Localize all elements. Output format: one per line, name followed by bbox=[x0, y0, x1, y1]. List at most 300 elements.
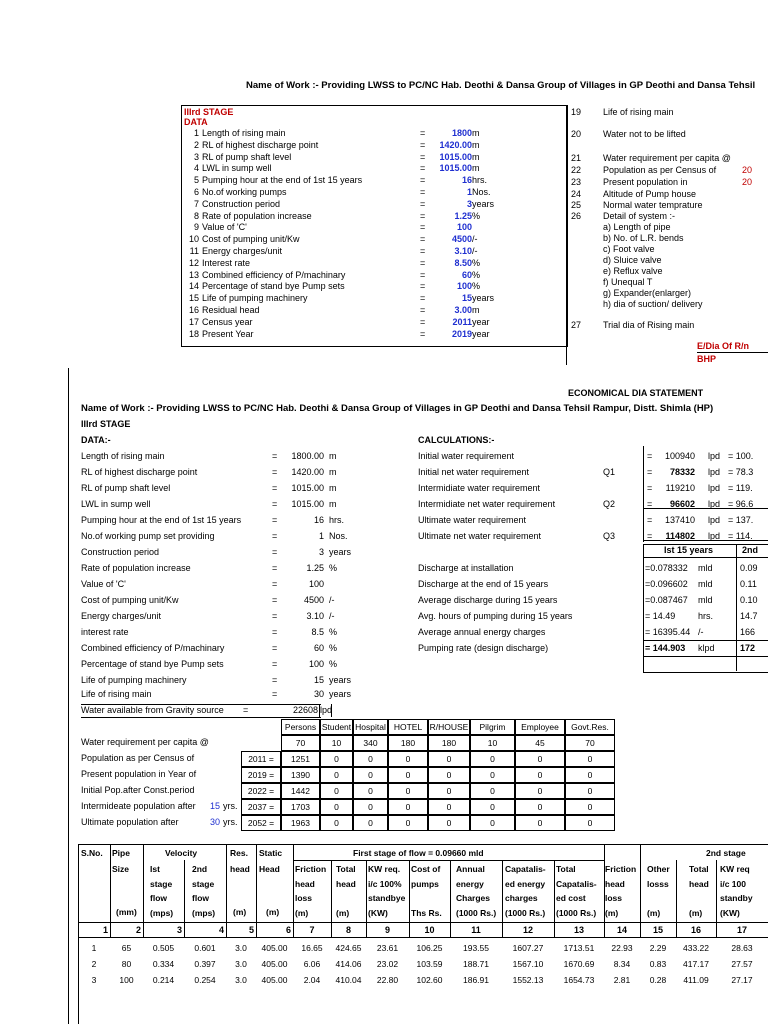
calc-row-label: Ultimate net water requirement bbox=[418, 531, 542, 541]
row-label: Length of rising main bbox=[202, 128, 286, 138]
pop-value: 0 bbox=[470, 751, 515, 767]
calc-row-label: Initial water requirement bbox=[418, 451, 515, 461]
col-header: Static bbox=[259, 848, 283, 858]
calc-row-converted: = 100. bbox=[728, 451, 754, 461]
discharge-row-unit: mld bbox=[698, 579, 713, 589]
row-label: Water not to be lifted bbox=[603, 129, 686, 139]
pop-header: R/HOUSE bbox=[428, 719, 470, 735]
pop-years: 30 bbox=[209, 817, 220, 827]
data-row-value: 1015.00 bbox=[291, 499, 324, 509]
col-number: 16 bbox=[690, 925, 701, 935]
equals-sign: = bbox=[420, 128, 426, 138]
col-header: (mps) bbox=[150, 907, 174, 918]
table-cell: 1567.10 bbox=[512, 959, 544, 969]
row-unit: /- bbox=[472, 246, 478, 256]
row-label: f) Unequal T bbox=[603, 277, 653, 287]
col-header: flow bbox=[150, 893, 167, 903]
data-row-label: Cost of pumping unit/Kw bbox=[81, 595, 179, 605]
data-row-value: 15 bbox=[313, 675, 324, 685]
table-cell: 2 bbox=[91, 959, 97, 969]
equals-sign: = bbox=[647, 451, 653, 461]
data-row-unit: % bbox=[329, 563, 338, 573]
pop-value: 1963 bbox=[281, 815, 320, 831]
discharge-row-unit: mld bbox=[698, 595, 713, 605]
row-unit: m bbox=[472, 151, 480, 162]
col-header: KW req bbox=[720, 864, 750, 874]
col-header: Size bbox=[112, 864, 130, 874]
pop-value: 70 bbox=[565, 735, 615, 751]
col-header: charges bbox=[505, 893, 538, 903]
table-cell: 405.00 bbox=[261, 943, 288, 953]
page1-footer-bhp: BHP bbox=[697, 354, 717, 364]
first-15-years-header: Ist 15 years bbox=[664, 545, 714, 555]
table-cell: 1607.27 bbox=[512, 943, 544, 953]
calc-q-label: Q1 bbox=[603, 467, 616, 477]
table-cell: 0.505 bbox=[152, 943, 175, 953]
pop-row-label: Population as per Census of bbox=[81, 753, 195, 763]
equals-sign: = bbox=[272, 515, 278, 525]
data-row-unit: /- bbox=[329, 611, 335, 621]
row-number: 16 bbox=[188, 305, 199, 315]
col-header: (m) bbox=[295, 907, 309, 918]
row-unit: % bbox=[472, 210, 481, 221]
equals-sign: = bbox=[420, 151, 426, 162]
pop-year: 2022 = bbox=[241, 783, 281, 799]
col-number: 10 bbox=[424, 925, 435, 935]
col-header: Total bbox=[336, 864, 356, 874]
data-row-label: Energy charges/unit bbox=[81, 611, 162, 621]
pop-value: 0 bbox=[428, 799, 470, 815]
col-header: stage bbox=[150, 878, 173, 889]
table-cell: 2.81 bbox=[613, 975, 631, 985]
table-cell: 100 bbox=[119, 975, 134, 985]
discharge-row-second: 0.09 bbox=[740, 563, 758, 573]
data-row-unit: m bbox=[329, 499, 337, 509]
row-label: Value of 'C' bbox=[202, 222, 247, 233]
row-number: 11 bbox=[189, 246, 199, 256]
calc-row-unit: lpd bbox=[708, 515, 721, 525]
col-header: head bbox=[295, 878, 315, 889]
row-unit: m bbox=[472, 139, 480, 150]
first-stage-header: First stage of flow = 0.09660 mld bbox=[353, 848, 484, 858]
table-cell: 1 bbox=[91, 943, 97, 953]
equals-sign: = bbox=[420, 175, 426, 186]
col-header: (1000 Rs.) bbox=[556, 907, 597, 918]
row-value: 1800 bbox=[451, 128, 472, 138]
equals-sign: = bbox=[647, 499, 653, 509]
pop-value: 0 bbox=[320, 783, 353, 799]
col-header: standby bbox=[720, 893, 753, 903]
table-cell: 3.0 bbox=[235, 943, 247, 953]
equals-sign: = bbox=[420, 293, 426, 304]
page1-stage: IIIrd STAGE bbox=[184, 107, 234, 117]
row-label: c) Foot valve bbox=[603, 244, 655, 254]
row-label: Life of pumping machinery bbox=[202, 293, 308, 304]
col-header: pumps bbox=[411, 878, 439, 889]
pop-value: 0 bbox=[470, 783, 515, 799]
row-label: Trial dia of Rising main bbox=[603, 320, 695, 330]
data-row-value: 4500 bbox=[303, 595, 324, 605]
col-header: (m) bbox=[689, 907, 703, 918]
calc-row-label: Initial net water requirement bbox=[418, 467, 530, 477]
gravity-unit: lpd bbox=[320, 705, 333, 715]
data-row-label: interest rate bbox=[81, 627, 129, 637]
pop-value: 0 bbox=[515, 751, 565, 767]
row-number: 21 bbox=[571, 153, 582, 163]
pop-value: 180 bbox=[428, 735, 470, 751]
pop-year: 2019 = bbox=[241, 767, 281, 783]
col-header: loss bbox=[295, 893, 313, 903]
table-cell: 1713.51 bbox=[563, 943, 595, 953]
equals-sign: = bbox=[420, 139, 426, 150]
col-number: 8 bbox=[345, 925, 351, 935]
pop-year: 2052 = bbox=[241, 815, 281, 831]
second-stage-header: 2nd stage bbox=[706, 848, 746, 858]
equals-sign: = bbox=[272, 627, 278, 637]
pop-row-label: Initial Pop.after Const.period bbox=[81, 785, 195, 795]
pop-years-unit: yrs. bbox=[223, 801, 238, 811]
page2-title: Name of Work :- Providing LWSS to PC/NC Hab. Deothi & Dansa Group of Villages in GP Deothi and Dansa Tehsil Rampur, Distt. Shimla (HP) bbox=[81, 403, 714, 414]
table-cell: 6.06 bbox=[303, 959, 321, 969]
gravity-value: 22608 bbox=[292, 705, 318, 715]
row-number: 6 bbox=[193, 187, 199, 197]
row-unit: % bbox=[472, 257, 481, 268]
col-header: Total bbox=[689, 864, 709, 874]
col-header: Charges bbox=[456, 893, 491, 903]
table-cell: 80 bbox=[121, 959, 132, 969]
data-row-unit: hrs. bbox=[329, 515, 345, 525]
calc-row-label: Intermidiate water requirement bbox=[418, 483, 541, 493]
table-cell: 2.29 bbox=[649, 943, 667, 953]
row-value: 2011 bbox=[452, 316, 472, 327]
equals-sign: = bbox=[420, 269, 426, 280]
row-number: 3 bbox=[193, 151, 199, 162]
col-header: ed cost bbox=[556, 893, 586, 903]
data-row-label: Length of rising main bbox=[81, 451, 165, 461]
row-label: LWL in sump well bbox=[202, 163, 272, 174]
pop-value: 1442 bbox=[281, 783, 320, 799]
col-header: head bbox=[689, 878, 709, 889]
data-row-unit: years bbox=[329, 689, 352, 699]
calc-row-value: 96602 bbox=[669, 499, 695, 509]
row-label: Residual head bbox=[202, 305, 260, 315]
pop-value: 0 bbox=[320, 815, 353, 831]
calc-q-label: Q2 bbox=[603, 499, 616, 509]
table-cell: 1552.13 bbox=[512, 975, 544, 985]
pop-header: Govt.Res. bbox=[565, 719, 615, 735]
equals-sign: = bbox=[272, 659, 278, 669]
col-header: 2nd bbox=[192, 864, 208, 874]
data-row-label: Percentage of stand bye Pump sets bbox=[81, 659, 224, 669]
discharge-row-unit: /- bbox=[698, 627, 704, 637]
pop-header: Employee bbox=[515, 719, 565, 735]
page1-data-label: DATA bbox=[184, 117, 208, 127]
row-unit: Nos. bbox=[472, 187, 491, 197]
row-value: 1015.00 bbox=[439, 163, 472, 174]
row-value: 1.25 bbox=[454, 210, 472, 221]
data-row-label: Life of rising main bbox=[81, 689, 152, 699]
row-label: h) dia of suction/ delivery bbox=[603, 299, 703, 309]
col-header: head bbox=[336, 878, 356, 889]
discharge-row-second: 14.7 bbox=[740, 611, 758, 621]
discharge-row-value: = 144.903 bbox=[645, 643, 686, 653]
equals-sign: = bbox=[272, 579, 278, 589]
col-header: (m) bbox=[266, 907, 280, 917]
equals-sign: = bbox=[647, 483, 653, 493]
row-number: 9 bbox=[193, 222, 199, 233]
pop-value: 0 bbox=[470, 799, 515, 815]
data-row-value: 1420.00 bbox=[291, 467, 324, 477]
equals-sign: = bbox=[272, 499, 278, 509]
calc-row-label: Ultimate water requirement bbox=[418, 515, 527, 525]
second-period-header: 2nd bbox=[742, 545, 759, 555]
col-header: losss bbox=[647, 878, 669, 889]
calc-row-value: 100940 bbox=[664, 451, 695, 461]
pop-header: HOTEL bbox=[388, 719, 428, 735]
col-header: Capatalis- bbox=[505, 864, 546, 874]
row-number: 5 bbox=[193, 175, 199, 186]
col-number: 7 bbox=[309, 925, 315, 935]
data-row-unit: % bbox=[329, 659, 338, 669]
discharge-row-second: 0.10 bbox=[740, 595, 758, 605]
data-row-label: Life of pumping machinery bbox=[81, 675, 187, 685]
data-row-value: 16 bbox=[313, 515, 324, 525]
table-cell: 28.63 bbox=[731, 943, 753, 953]
pop-years-unit: yrs. bbox=[223, 817, 238, 827]
calc-row-unit: lpd bbox=[708, 531, 721, 541]
equals-sign: = bbox=[272, 563, 278, 573]
equals-sign: = bbox=[647, 515, 653, 525]
data-row-unit: years bbox=[329, 675, 352, 685]
row-number: 14 bbox=[188, 281, 199, 292]
row-number: 22 bbox=[571, 165, 582, 175]
table-cell: 0.601 bbox=[194, 943, 216, 953]
equals-sign: = bbox=[420, 316, 426, 327]
table-cell: 22.80 bbox=[376, 975, 399, 985]
row-unit: m bbox=[472, 163, 480, 174]
row-value: 1420.00 bbox=[439, 139, 472, 150]
pop-value: 10 bbox=[320, 735, 353, 751]
col-header: head bbox=[230, 864, 250, 874]
data-row-unit: m bbox=[329, 467, 337, 477]
row-value: 3 bbox=[466, 198, 472, 209]
col-number: 12 bbox=[522, 925, 533, 935]
calc-row-label: Intermidiate net water requirement bbox=[418, 499, 556, 509]
pop-value: 0 bbox=[470, 767, 515, 783]
col-header: Capatalis- bbox=[556, 878, 597, 889]
discharge-row-unit: klpd bbox=[698, 643, 715, 653]
row-number: 13 bbox=[188, 269, 199, 280]
col-header: (m) bbox=[647, 907, 661, 918]
calc-row-unit: lpd bbox=[708, 467, 721, 477]
pop-value: 0 bbox=[565, 783, 615, 799]
col-header: (KW) bbox=[368, 907, 388, 918]
page2-heading: ECONOMICAL DIA STATEMENT bbox=[568, 388, 704, 398]
table-cell: 65 bbox=[121, 943, 132, 953]
data-row-value: 1 bbox=[318, 531, 324, 541]
table-cell: 3.0 bbox=[235, 975, 247, 985]
equals-sign: = bbox=[420, 198, 426, 209]
row-label: e) Reflux valve bbox=[603, 266, 663, 276]
pop-row-label: Ultimate population after bbox=[81, 817, 179, 827]
table-cell: 0.397 bbox=[194, 959, 216, 969]
table-cell: 103.59 bbox=[416, 959, 443, 969]
pop-value: 0 bbox=[470, 815, 515, 831]
equals-sign: = bbox=[420, 328, 426, 339]
pop-row-label: Present population in Year of bbox=[81, 769, 197, 779]
discharge-row-label: Pumping rate (design discharge) bbox=[418, 643, 549, 653]
data-row-unit: % bbox=[329, 627, 338, 637]
row-number: 17 bbox=[188, 316, 199, 327]
discharge-row-label: Discharge at installation bbox=[418, 563, 514, 573]
row-number: 4 bbox=[193, 163, 199, 174]
table-cell: 3.0 bbox=[235, 959, 247, 969]
col-header: stage bbox=[192, 878, 215, 889]
row-label: No.of working pumps bbox=[202, 187, 287, 197]
row-number: 12 bbox=[188, 257, 199, 268]
col-header: standbye bbox=[368, 893, 406, 903]
data-row-value: 1.25 bbox=[306, 563, 324, 573]
table-cell: 0.334 bbox=[152, 959, 175, 969]
col-header: (m) bbox=[605, 907, 619, 918]
table-cell: 27.17 bbox=[731, 975, 753, 985]
table-cell: 8.34 bbox=[613, 959, 631, 969]
pop-header: Persons bbox=[281, 719, 320, 735]
equals-sign: = bbox=[420, 281, 426, 292]
table-cell: 23.02 bbox=[376, 959, 399, 969]
row-unit: year bbox=[472, 328, 490, 339]
discharge-row-label: Average discharge during 15 years bbox=[418, 595, 558, 605]
row-value: 1 bbox=[466, 187, 472, 197]
col-header: KW req. bbox=[368, 864, 401, 874]
calc-row-converted: = 119. bbox=[728, 483, 753, 493]
row-number: 8 bbox=[193, 210, 199, 221]
equals-sign: = bbox=[647, 467, 653, 477]
calc-q-label: Q3 bbox=[603, 531, 616, 541]
calc-row-unit: lpd bbox=[708, 451, 721, 461]
data-row-label: RL of highest discharge point bbox=[81, 467, 198, 477]
row-unit: m bbox=[472, 128, 480, 138]
equals-sign: = bbox=[272, 611, 278, 621]
row-number: 24 bbox=[571, 189, 582, 199]
col-header: i/c 100 bbox=[720, 878, 746, 889]
data-row-label: Construction period bbox=[81, 547, 160, 557]
col-header: (m) bbox=[336, 907, 350, 918]
data-row-value: 30 bbox=[313, 689, 324, 699]
calc-row-converted: = 114. bbox=[728, 531, 753, 541]
calc-row-value: 114802 bbox=[665, 531, 695, 541]
col-number: 5 bbox=[248, 925, 254, 935]
equals-sign: = bbox=[272, 675, 278, 685]
row-unit: % bbox=[472, 269, 481, 280]
pop-value: 0 bbox=[565, 767, 615, 783]
equals-sign: = bbox=[420, 187, 426, 197]
table-cell: 1670.69 bbox=[563, 959, 595, 969]
data-row-label: Rate of population increase bbox=[81, 563, 191, 573]
pop-value: 0 bbox=[353, 751, 388, 767]
equals-sign: = bbox=[272, 595, 278, 605]
data-row-value: 8.5 bbox=[311, 627, 324, 637]
data-row-value: 3.10 bbox=[306, 611, 324, 621]
pop-row-label: Water requirement per capita @ bbox=[81, 737, 209, 747]
row-extra: 20 bbox=[742, 165, 753, 175]
pop-header: Hospital bbox=[353, 719, 388, 735]
calc-row-unit: lpd bbox=[708, 499, 721, 509]
table-cell: 1654.73 bbox=[563, 975, 595, 985]
row-number: 23 bbox=[571, 177, 582, 187]
row-value: 16 bbox=[461, 175, 472, 186]
data-row-label: RL of pump shaft level bbox=[81, 483, 171, 493]
col-number: 11 bbox=[471, 925, 481, 935]
col-header: S.No. bbox=[81, 848, 103, 858]
row-label: Combined efficiency of P/machinary bbox=[202, 269, 346, 280]
row-label: g) Expander(enlarger) bbox=[603, 288, 692, 298]
pop-value: 0 bbox=[428, 751, 470, 767]
col-number: 3 bbox=[176, 925, 182, 935]
row-value: 2019 bbox=[451, 328, 472, 339]
pop-value: 0 bbox=[388, 815, 428, 831]
data-row-unit: Nos. bbox=[329, 531, 348, 541]
row-number: 26 bbox=[571, 211, 582, 221]
pop-value: 10 bbox=[470, 735, 515, 751]
col-header: (m) bbox=[233, 907, 247, 917]
col-number: 15 bbox=[652, 925, 663, 935]
row-label: Pumping hour at the end of 1st 15 years bbox=[202, 175, 363, 186]
row-number: 15 bbox=[188, 293, 199, 304]
row-number: 25 bbox=[571, 200, 582, 210]
pop-value: 0 bbox=[353, 767, 388, 783]
discharge-row-label: Average annual energy charges bbox=[418, 627, 546, 637]
col-header: Friction bbox=[295, 864, 327, 874]
col-header: head bbox=[605, 878, 625, 889]
pop-value: 180 bbox=[388, 735, 428, 751]
row-label: b) No. of L.R. bends bbox=[603, 233, 684, 243]
table-cell: 3 bbox=[91, 975, 97, 985]
table-cell: 411.09 bbox=[683, 975, 709, 985]
data-row-label: LWL in sump well bbox=[81, 499, 151, 509]
data-row-value: 60 bbox=[313, 643, 324, 653]
table-cell: 16.65 bbox=[301, 943, 323, 953]
row-number: 7 bbox=[193, 198, 199, 209]
row-extra: 20 bbox=[742, 177, 753, 187]
row-label: Normal water temprature bbox=[603, 200, 703, 210]
pop-value: 0 bbox=[320, 799, 353, 815]
calc-row-value: 137410 bbox=[664, 515, 695, 525]
pop-value: 1703 bbox=[281, 799, 320, 815]
data-row-label: Pumping hour at the end of 1st 15 years bbox=[81, 515, 242, 525]
data-row-unit: % bbox=[329, 643, 338, 653]
equals-sign: = bbox=[420, 210, 426, 221]
row-label: Water requirement per capita @ bbox=[603, 153, 731, 163]
table-cell: 0.28 bbox=[649, 975, 667, 985]
pop-value: 0 bbox=[565, 751, 615, 767]
pop-years: 15 bbox=[209, 801, 220, 811]
data-row-value: 1015.00 bbox=[291, 483, 324, 493]
discharge-row-unit: hrs. bbox=[698, 611, 714, 621]
col-number: 9 bbox=[384, 925, 390, 935]
discharge-row-label: Avg. hours of pumping during 15 years bbox=[418, 611, 573, 621]
page1-title: Name of Work :- Providing LWSS to PC/NC Hab. Deothi & Dansa Group of Villages in GP Deothi and Dansa Tehsil bbox=[246, 80, 756, 91]
row-label: Rate of population increase bbox=[202, 210, 312, 221]
col-header: (1000 Rs.) bbox=[505, 907, 546, 918]
data-row-unit: /- bbox=[329, 595, 335, 605]
table-cell: 106.25 bbox=[416, 943, 443, 953]
col-number: 6 bbox=[285, 925, 291, 935]
col-header: Velocity bbox=[165, 848, 198, 858]
col-header: Pipe bbox=[112, 848, 130, 858]
data-row-label: No.of working pump set providing bbox=[81, 531, 215, 541]
col-number: 2 bbox=[135, 925, 141, 935]
